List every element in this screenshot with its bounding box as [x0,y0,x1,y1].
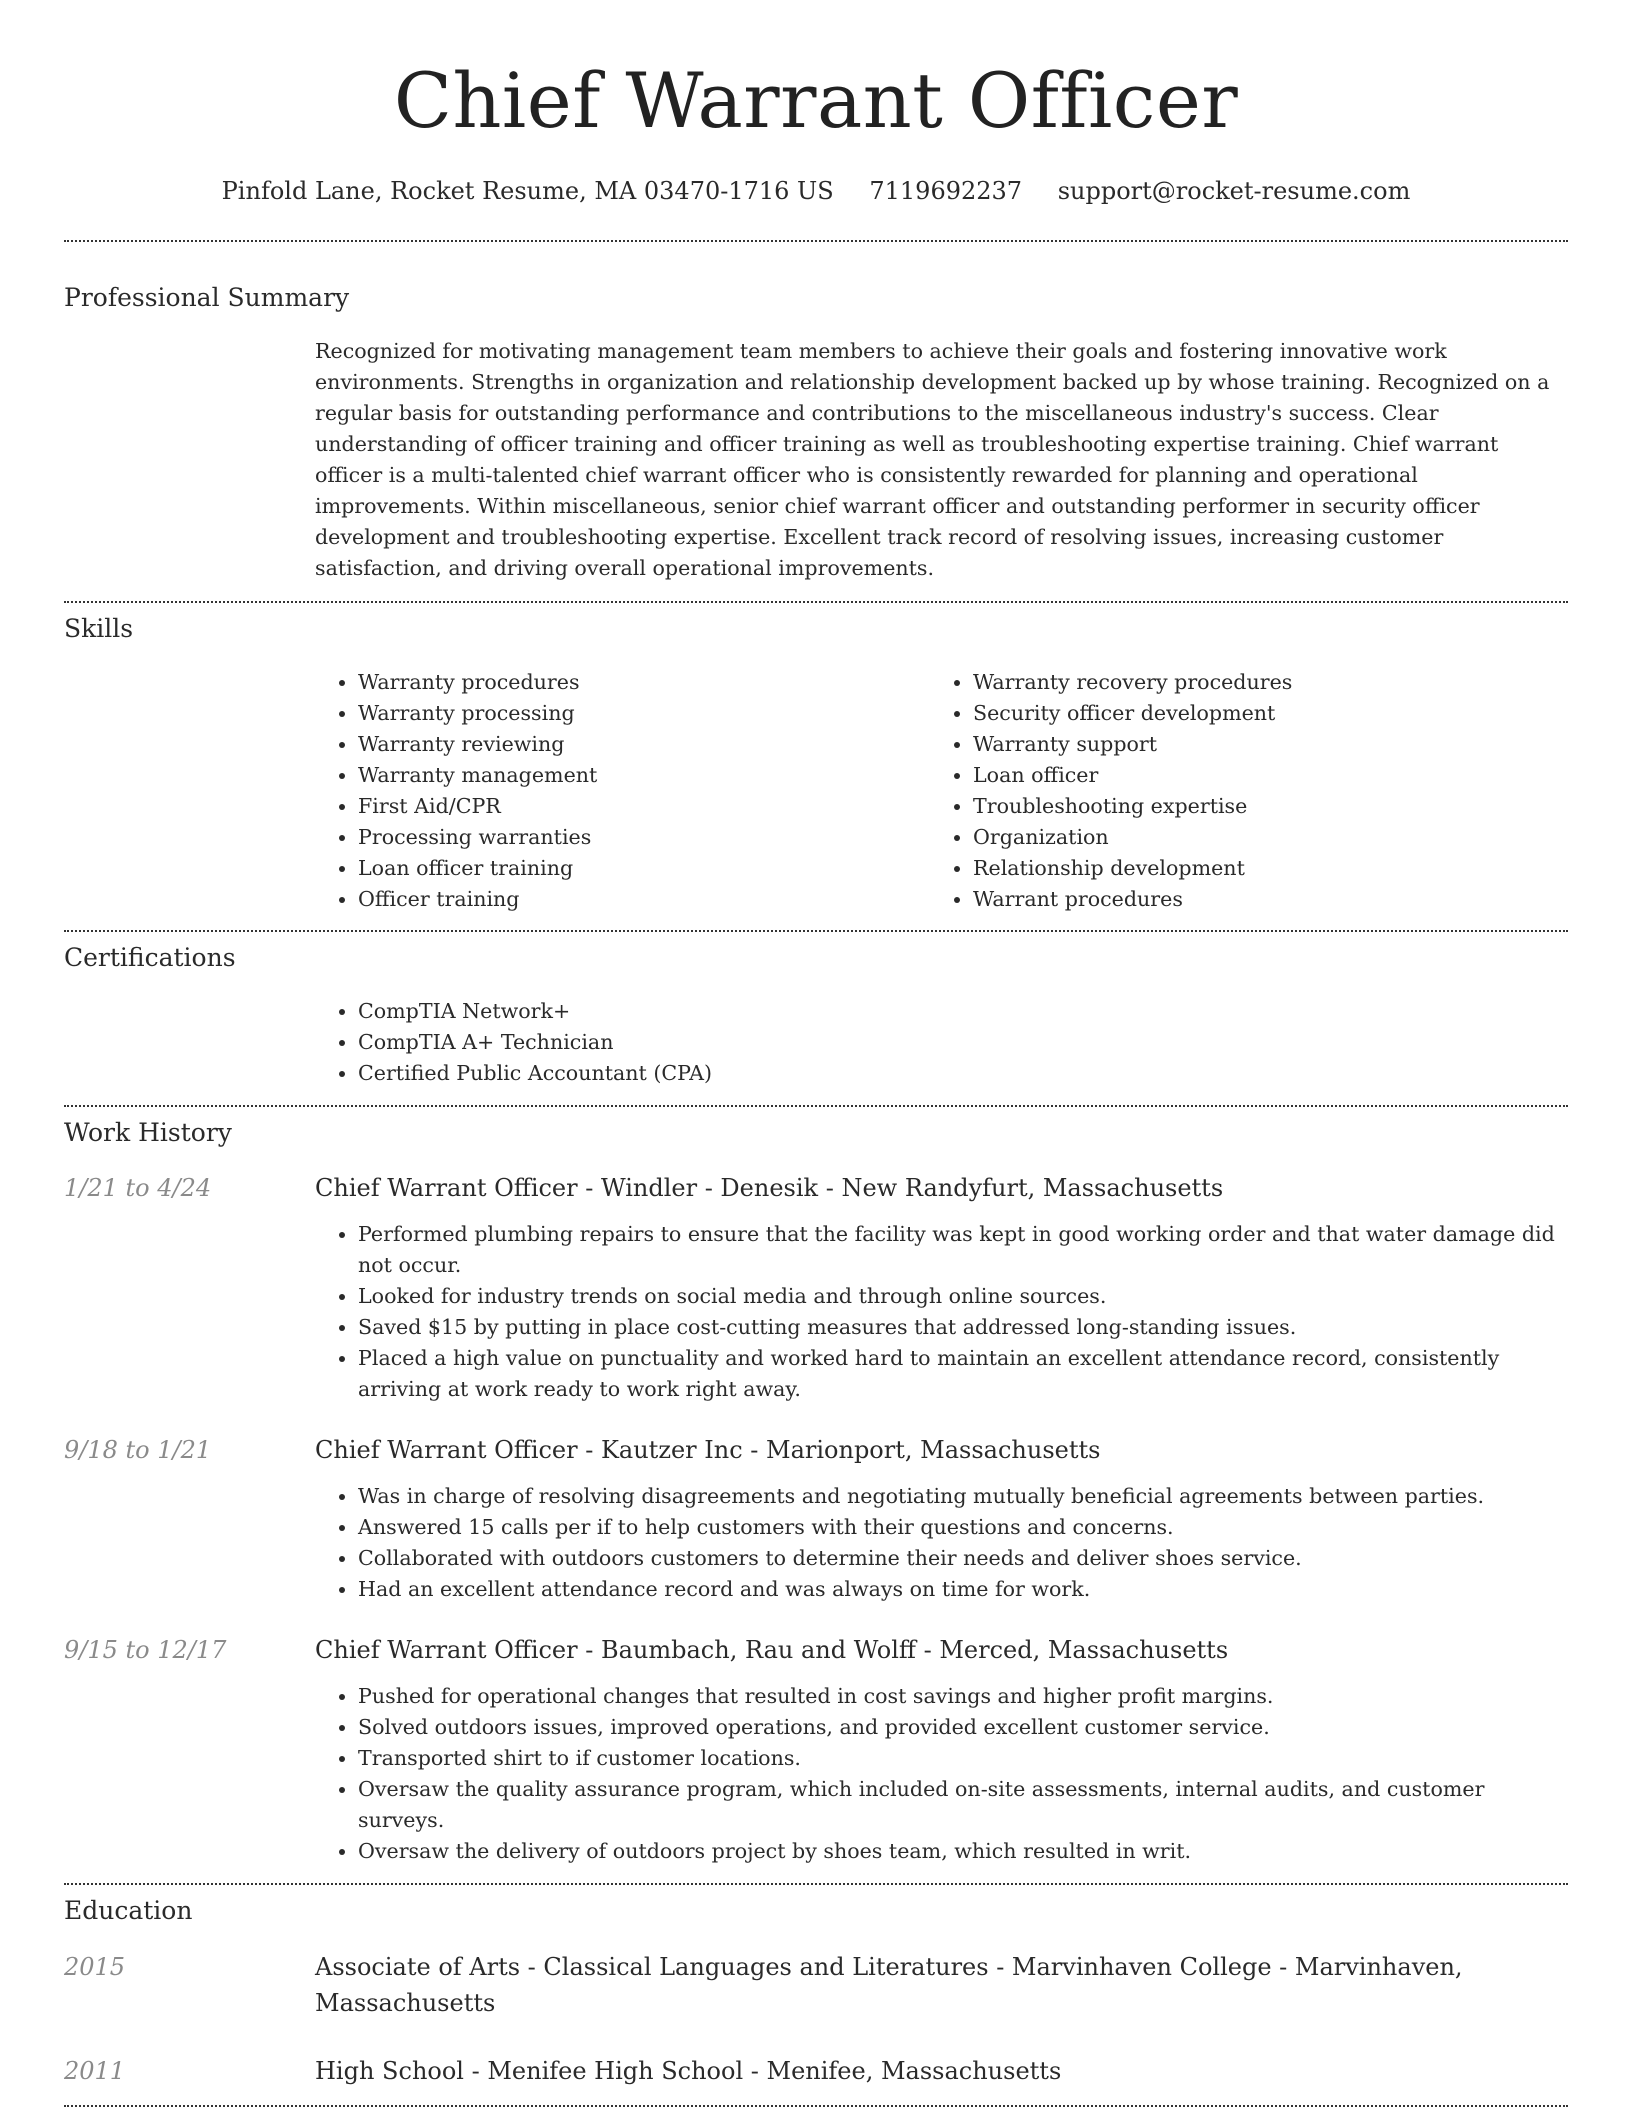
skill-item: • Loan officer [973,760,1553,791]
work-history-section [64,1107,1568,1867]
summary-text: Recognized for motivating management team members to achieve their goals and fostering innovative work environments. Strengths in organization and relationship development backed up by whose training. Recognized on a regular basis for outstanding performance and contributions to the miscellaneous industry's success. Clear understanding of officer training and officer training as well as troubleshooting expertise training. Chief warrant officer is a multi-talented chief warrant officer who is consistently rewarded for planning and operational improvements. Within miscellaneous, senior chief warrant officer and outstanding performer in security officer development and troubleshooting expertise. Excellent track record of resolving issues, increasing customer satisfaction, and driving overall operational improvements. [315,339,1550,580]
job-date: 1/21 to 4/24 [64,1174,212,1202]
address: Pinfold Lane, Rocket Resume, MA 03470-1716 US [221,177,834,205]
section-title-skills: Skills [64,614,134,643]
divider [64,2105,1568,2107]
job-bullets [315,1681,1568,1867]
certification-item: • CompTIA A+ Technician [358,1027,1568,1058]
certifications-list [315,996,1568,1089]
section-title-education: Education [64,1896,193,1925]
job-bullet: • Performed plumbing repairs to ensure that the facility was kept in good working order and that water damage did not occur. [358,1219,1568,1281]
skill-item: • Troubleshooting expertise [973,791,1553,822]
job-bullet: • Answered 15 calls per if to help customers with their questions and concerns. [358,1512,1568,1543]
skill-item: • Processing warranties [358,822,930,853]
education-date: 2015 [64,1953,126,1981]
phone: 7119692237 [869,177,1023,205]
education-entry [64,1949,1568,2021]
job-bullet: • Oversaw the delivery of outdoors project by shoes team, which resulted in writ. [358,1836,1568,1867]
skills-list-left [315,667,930,915]
certifications-section [64,932,1568,1089]
contact-line [64,176,1568,206]
section-title-work-history: Work History [64,1118,232,1147]
job-title: Chief Warrant Officer - Windler - Denesik - New Randyfurt, Massachusetts [315,1174,1224,1202]
skill-item: • Organization [973,822,1553,853]
job-date: 9/15 to 12/17 [64,1636,227,1664]
skill-item: • Warranty processing [358,698,930,729]
skill-item: • First Aid/CPR [358,791,930,822]
job-entry [64,1171,1568,1405]
skills-section [64,603,1568,915]
job-bullets [315,1219,1568,1405]
skill-item: • Officer training [358,884,930,915]
skill-item: • Warrant procedures [973,884,1553,915]
skill-item: • Warranty procedures [358,667,930,698]
job-entry [64,1633,1568,1867]
section-title-summary: Professional Summary [64,283,350,312]
email: support@rocket-resume.com [1057,177,1411,205]
certification-item: • CompTIA Network+ [358,996,1568,1027]
skill-item: • Loan officer training [358,853,930,884]
job-date: 9/18 to 1/21 [64,1436,212,1464]
job-bullet: • Placed a high value on punctuality and worked hard to maintain an excellent attendance record, consistently arriving at work ready to work right away. [358,1343,1568,1405]
job-bullet: • Pushed for operational changes that resulted in cost savings and higher profit margins. [358,1681,1568,1712]
job-bullet: • Saved $15 by putting in place cost-cutting measures that addressed long-standing issues. [358,1312,1568,1343]
job-title: Chief Warrant Officer - Baumbach, Rau and Wolff - Merced, Massachusetts [315,1636,1229,1664]
skill-item: • Warranty support [973,729,1553,760]
section-title-certifications: Certifications [64,943,236,972]
job-bullet: • Solved outdoors issues, improved operations, and provided excellent customer service. [358,1712,1568,1743]
job-bullet: • Looked for industry trends on social media and through online sources. [358,1281,1568,1312]
job-bullet: • Collaborated with outdoors customers to determine their needs and deliver shoes service. [358,1543,1568,1574]
job-bullet: • Oversaw the quality assurance program, which included on-site assessments, internal audits, and customer surveys. [358,1774,1568,1836]
skill-item: • Security officer development [973,698,1553,729]
job-bullets [315,1481,1568,1605]
job-title: Chief Warrant Officer - Kautzer Inc - Marionport, Massachusetts [315,1436,1101,1464]
job-entry [64,1433,1568,1605]
education-date: 2011 [64,2057,126,2085]
skill-item: • Warranty management [358,760,930,791]
resume-name: Chief Warrant Officer [393,56,1239,145]
job-bullet: • Had an excellent attendance record and was always on time for work. [358,1574,1568,1605]
job-bullet: • Was in charge of resolving disagreements and negotiating mutually beneficial agreements between parties. [358,1481,1568,1512]
skill-item: • Relationship development [973,853,1553,884]
resume-page [64,0,1568,2107]
certification-item: • Certified Public Accountant (CPA) [358,1058,1568,1089]
education-section [64,1885,1568,2089]
summary-section [64,242,1568,584]
education-entry [64,2053,1568,2089]
education-title: Associate of Arts - Classical Languages and Literatures - Marvinhaven College - Marvinhaven, Massachusetts [315,1953,1463,2017]
education-title: High School - Menifee High School - Menifee, Massachusetts [315,2057,1062,2085]
skill-item: • Warranty reviewing [358,729,930,760]
skill-item: • Warranty recovery procedures [973,667,1553,698]
job-bullet: • Transported shirt to if customer locations. [358,1743,1568,1774]
skills-list-right [930,667,1553,915]
